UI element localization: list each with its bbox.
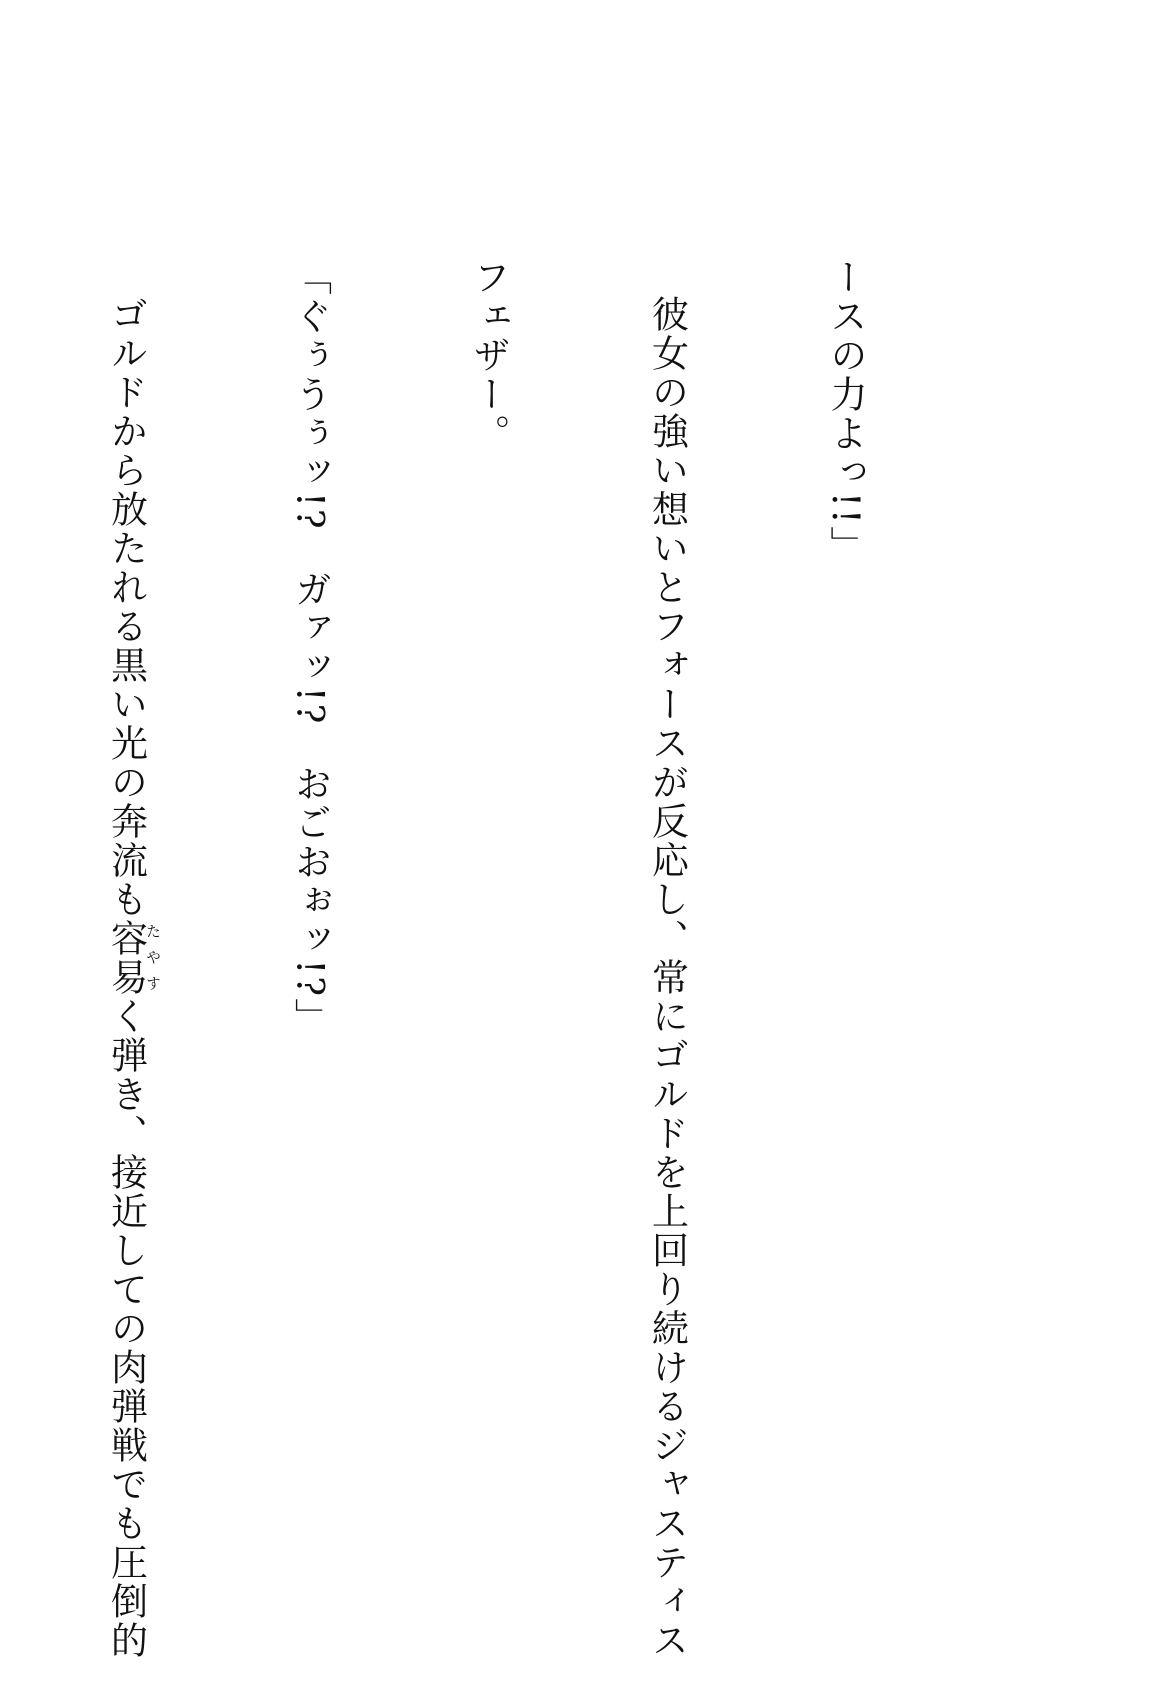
text-line-5: ゴルドから放たれる黒い光の奔流も容易たやすく弾き、接近しての肉弾戦でも圧倒的 [104,295,162,1660]
furigana-ruby: 容易たやす [104,919,162,997]
text-line-3: フェザー。 [467,258,510,453]
vertical-text-body [0,258,994,1660]
text-line-1: ースの力よっ!!」 [824,258,867,565]
text-line-4: 「ぐぅうぅッ!? ガァッ!? おごおぉッ!?」 [288,258,332,1038]
text-line-2: 彼女の強い想いとフォースが反応し、常にゴルドを上回り続けるジャスティス [645,295,689,1660]
furigana-reading: たやす [144,919,162,997]
